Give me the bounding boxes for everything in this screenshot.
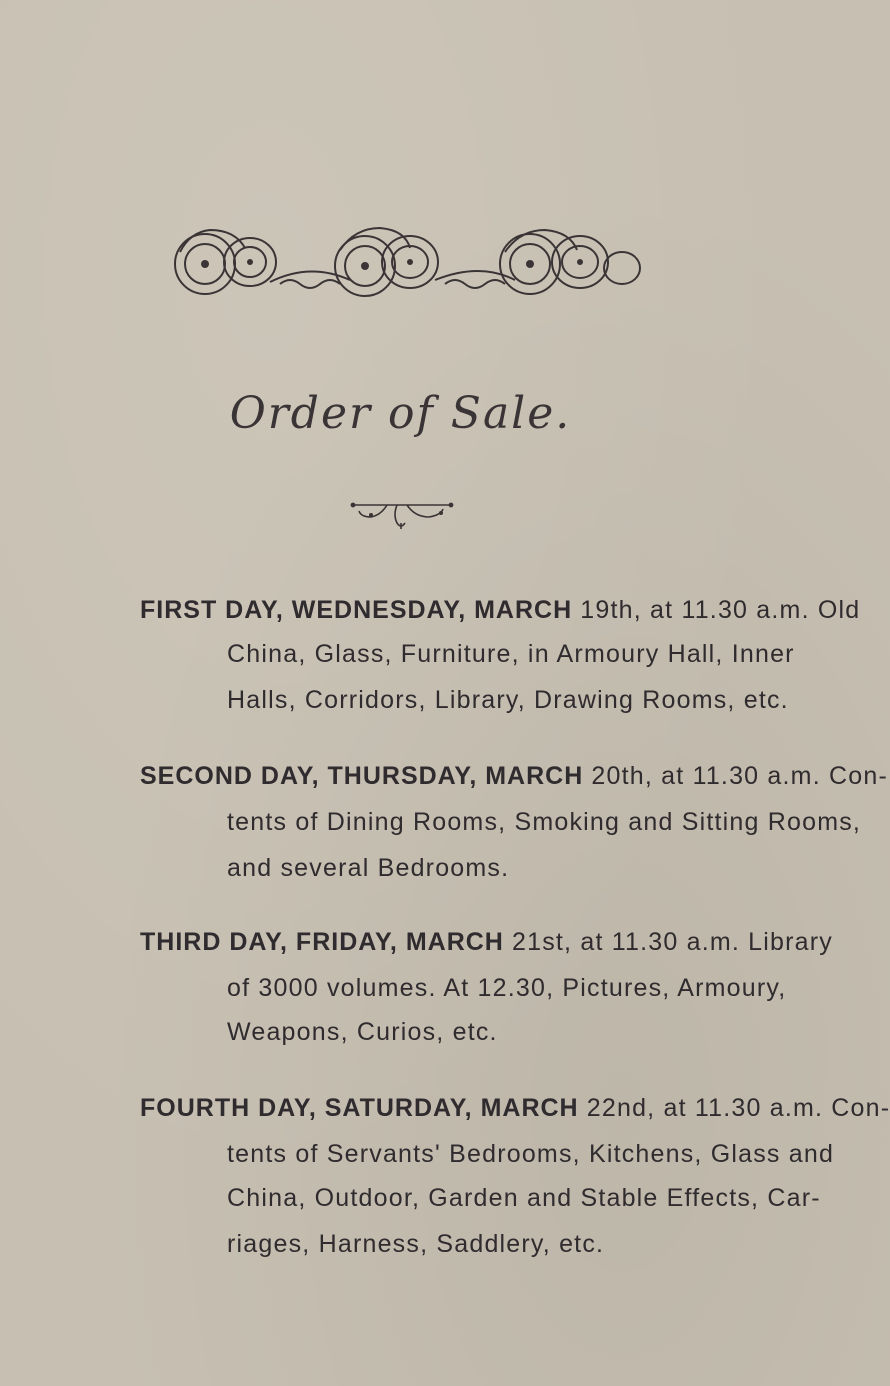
day-1-time: 19th, at 11.30 a.m. Old — [572, 596, 861, 624]
day-3-line-2: of 3000 volumes. At 12.30, Pictures, Armoury, — [227, 974, 787, 1002]
day-3-time: 21st, at 11.30 a.m. Library — [503, 928, 833, 956]
day-2-line-3: and several Bedrooms. — [227, 854, 510, 882]
page-title: Order of Sale. — [229, 388, 572, 439]
day-4-time: 22nd, at 11.30 a.m. Con- — [578, 1094, 890, 1122]
flourish-divider — [347, 497, 457, 531]
day-4-line-1 — [140, 1094, 890, 1123]
day-3-heading: THIRD DAY, FRIDAY, MARCH — [140, 928, 504, 956]
day-2-heading: SECOND DAY, THURSDAY, MARCH — [140, 762, 584, 790]
day-1-heading: FIRST DAY, WEDNESDAY, MARCH — [140, 596, 573, 624]
day-4-line-4: riages, Harness, Saddlery, etc. — [227, 1230, 605, 1258]
day-2-line-1 — [140, 762, 888, 791]
day-2-time: 20th, at 11.30 a.m. Con- — [583, 762, 888, 790]
day-4-heading: FOURTH DAY, SATURDAY, MARCH — [140, 1094, 579, 1122]
day-4-line-2: tents of Servants' Bedrooms, Kitchens, Glass and — [227, 1140, 835, 1168]
chain-ornament — [160, 222, 646, 302]
day-1-line-3: Halls, Corridors, Library, Drawing Rooms, etc. — [227, 686, 789, 714]
day-1-line-2: China, Glass, Furniture, in Armoury Hall, Inner — [227, 640, 795, 668]
day-3-line-1 — [140, 928, 833, 957]
day-2-line-2: tents of Dining Rooms, Smoking and Sitting Rooms, — [227, 808, 862, 836]
day-3-line-3: Weapons, Curios, etc. — [227, 1018, 498, 1046]
day-4-line-3: China, Outdoor, Garden and Stable Effects, Car- — [227, 1184, 821, 1212]
day-1-line-1 — [140, 596, 860, 625]
